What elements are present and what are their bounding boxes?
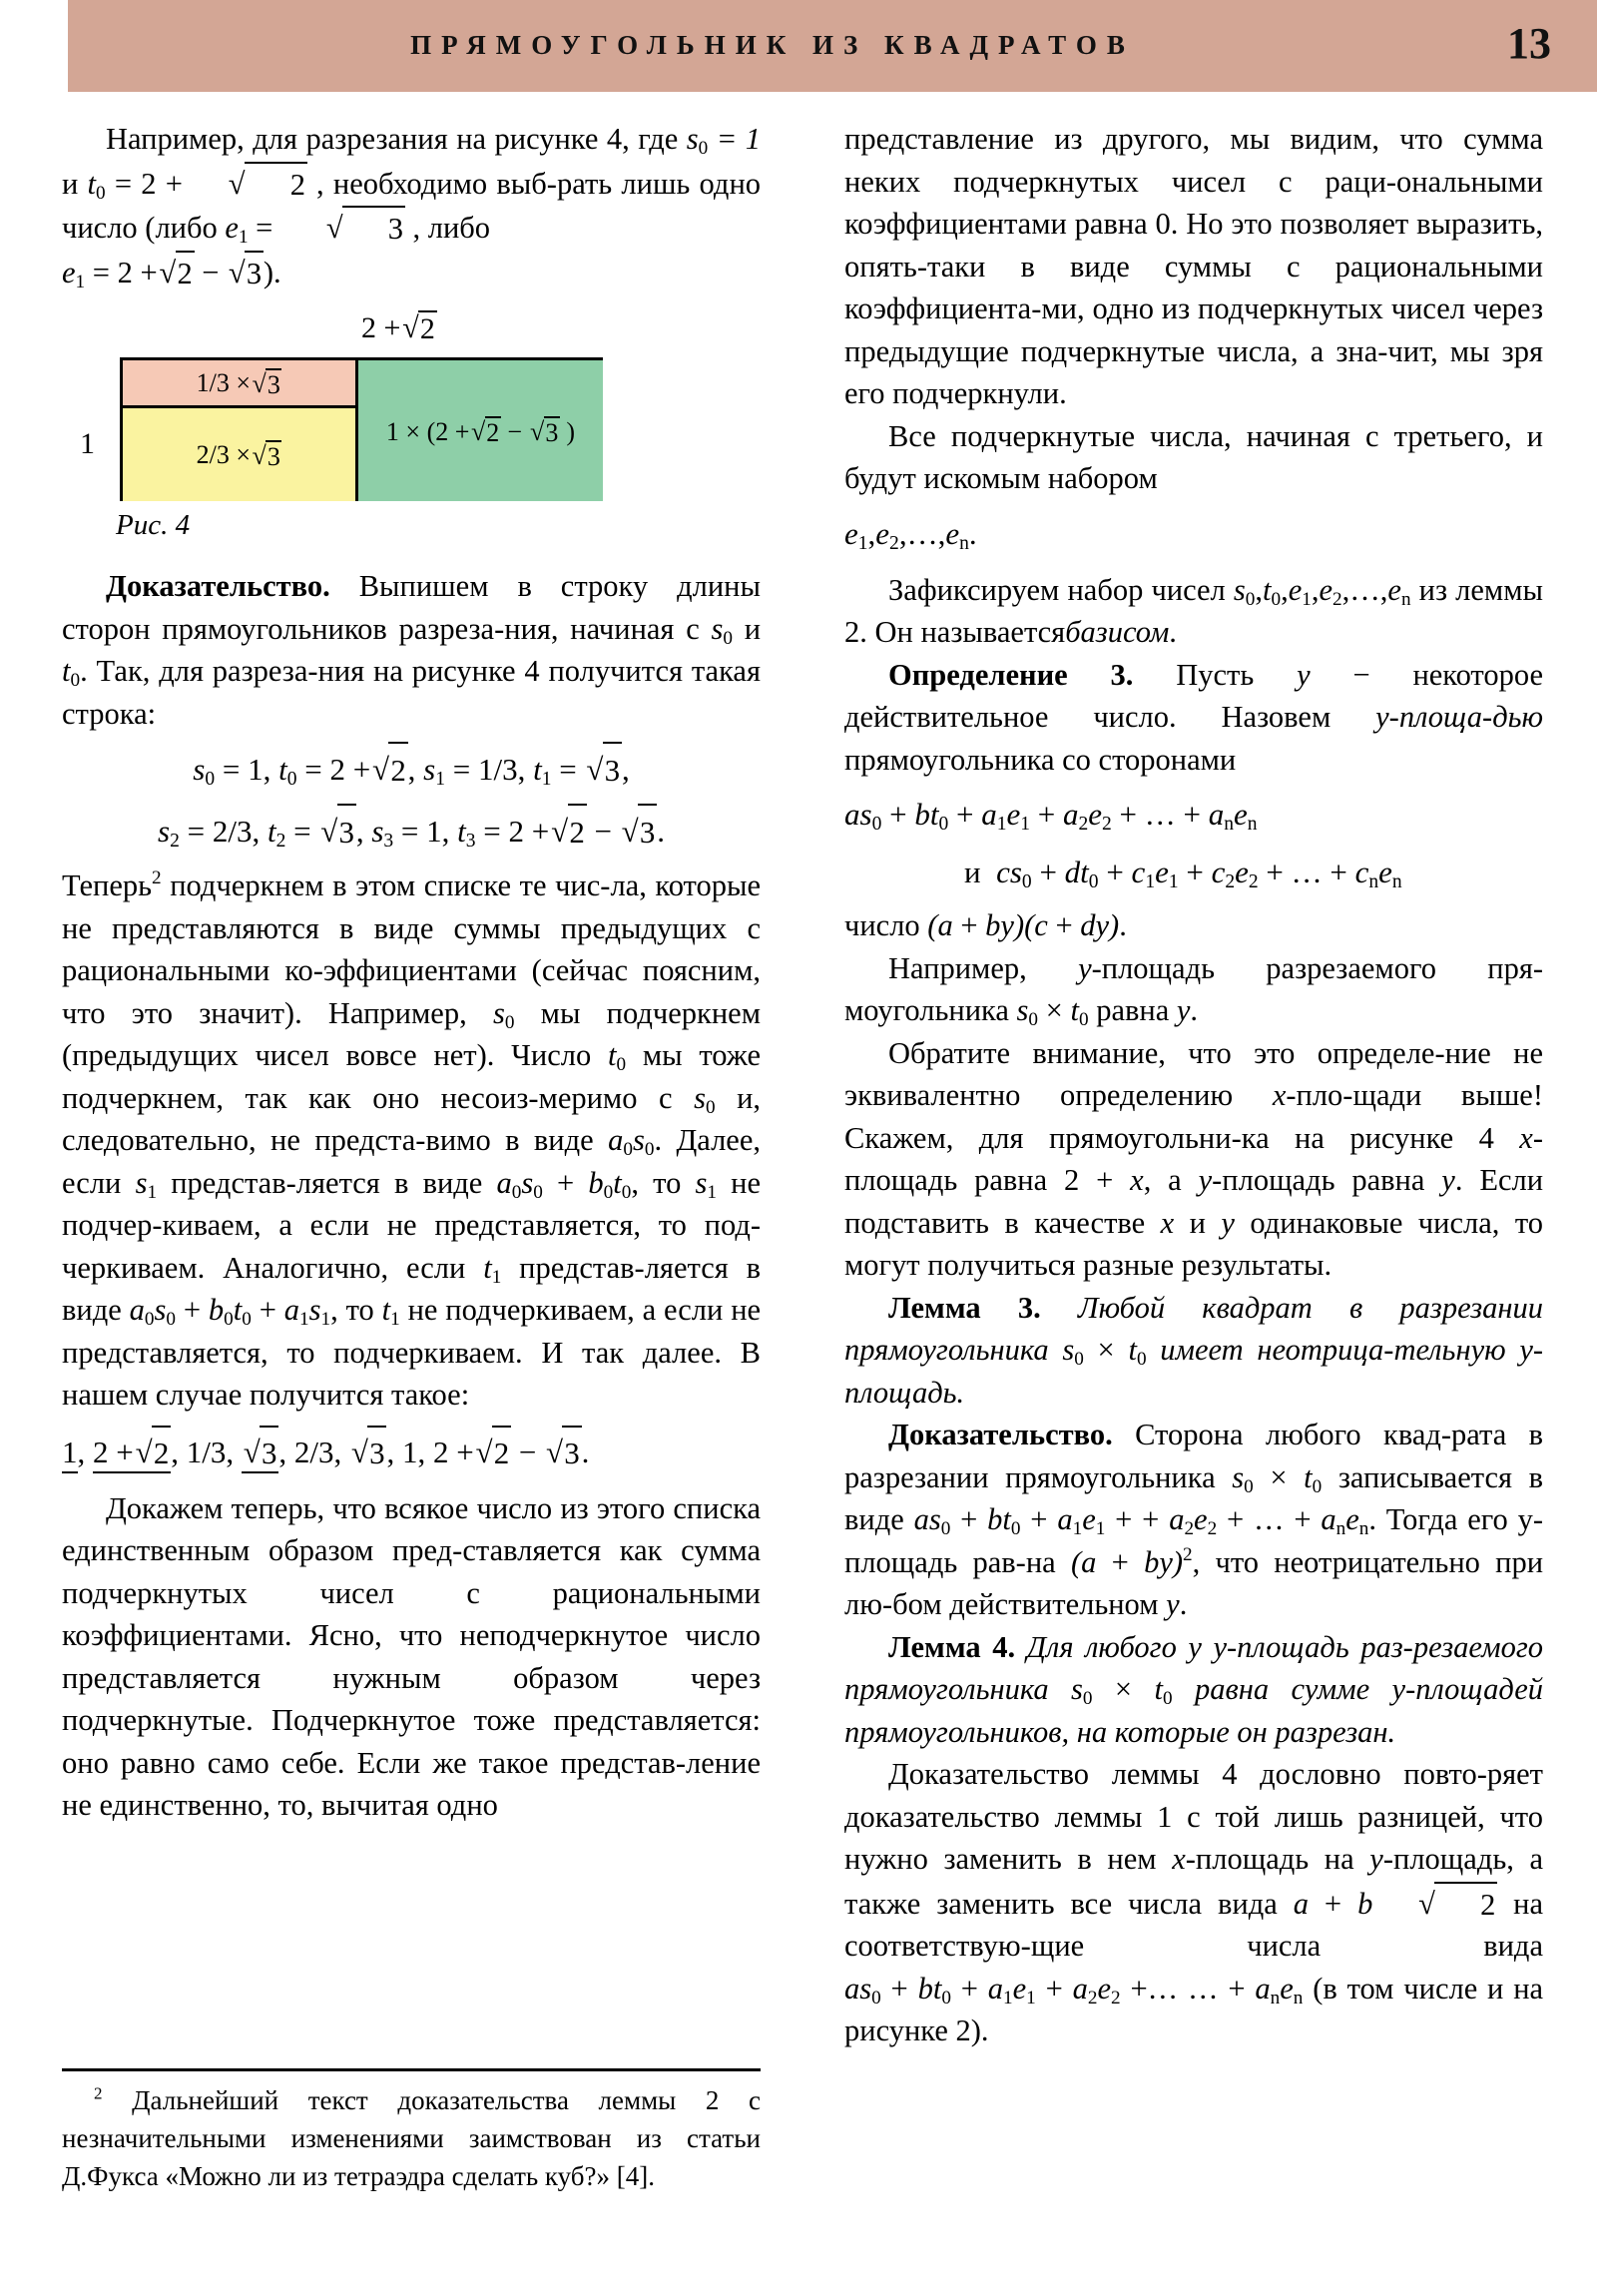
text-run: число [844,908,920,942]
math-s0-eq-1: $s_0 = 1$ [686,122,761,159]
figure-cell-pink [123,360,358,408]
math-as0-bt0-a1e1-a2e2: $as_0 + bt_0 + a_1e_1 + a_2e_2$ +… [844,1971,1179,2009]
math-t0: $t_0$ [608,1038,627,1075]
text-run: , а [1143,1163,1182,1197]
text-run: подчеркнем в этом списке те чис-ла, которые не представляются в виде суммы предыдущих с рациональными ко-эффициентами (сейчас поясним, что это значит). Например, [62,868,761,1030]
term-basis: базисом [1065,615,1170,649]
text-run: Сторона любого квад-рата в разрезании прямоугольника [844,1418,1544,1494]
math-t1: $t_1$ [483,1250,502,1288]
math-a0s0-b0t0-a1s1: $a_0s_0 + b_0t_0 + a_1s_1$ [129,1293,331,1330]
right-column [844,118,1543,2052]
text-run: не подчеркиваем, а если не представляется, то подчеркиваем. И так далее. В нашем случае получится такое: [62,1293,762,1412]
text-run: и [1189,1205,1206,1240]
paragraph-sum-zero: представление из другого, мы видим, что сумма неких подчеркнутых чисел с раци-ональными коэффициентами равна 0. Но это позволяет выразить, опять-таки в виде суммы с рациональными коэффициента-ми, одно из подчеркнутых чисел через предыдущие подчеркнутые числа, а зна-чит, мы зря его подчеркнули. [844,122,1543,410]
math-t0: $t_0$ [62,654,81,691]
text-run: ). [263,255,281,289]
display-formula-basis-e: $e_1,e_2,\dots,e_n$. [844,515,977,554]
paragraph-lemma-3 [844,1287,1543,1415]
text-run: -площадь равна [844,1120,1543,1197]
page-body [0,118,1597,2296]
text-run: одинаковые числа, то могут получиться разные результаты. [844,1205,1543,1282]
paragraph-lemma-4 [844,1626,1543,1754]
paragraph-note-not-equivalent [844,1032,1543,1287]
sqrt-glyph: √2 [402,311,435,345]
text-run: мы тоже подчеркнем, так как оно несоиз-меримо с [62,1038,762,1115]
text-run: Любой квадрат в разрезании прямоугольника [844,1290,1543,1367]
text-run: и [62,166,79,201]
math-s0-times-t0: $s_0 \times t_0$ [1071,1672,1173,1709]
text-run: 3 [266,369,280,399]
text-run: 2/3 × [196,439,251,469]
text-run: . Тогда его y-площадь рав-на [844,1502,1544,1579]
math-a0s0-plus-b0t0: $a_0s_0 + b_0t_0$ [496,1165,632,1203]
math-green-cell: 1 × (2 +√2 − √3 ) [385,416,576,447]
text-run: . [1179,1587,1188,1621]
math-a-plus-b-sqrt2: a + b √ 2 [1294,1887,1497,1921]
paragraph-underline-rule [62,864,761,1417]
text-run: Теперь [62,868,153,902]
math-y: y [1441,1163,1455,1197]
paragraph-definition-3 [844,654,1543,782]
paragraph-example-cont [62,250,761,294]
text-run: Выпишем в строку длины сторон прямоугольников разреза-ния, начиная с [62,569,761,646]
page-number: 13 [1507,19,1551,68]
text-run: представ-ляется в виде [171,1165,483,1200]
display-formula-string-row1: $s_0 = 1$, $t_0 = 2 +√2$, $s_1 = 1/3$, $t_1 = √3$, [62,741,761,797]
text-run: мы подчеркнем (предыдущих чисел вовсе нет). Число [62,995,761,1072]
text-run: Обратите внимание, что это определе-ние не эквивалентно определению [844,1035,1543,1112]
math-s0-times-t0: $s_0 \times t_0$ [1232,1459,1323,1497]
text-run: Дальнейший текст доказательства леммы 2 с незначительными изменениями заимствован из статьи Д.Фукса «Можно ли из тетраэдра сделать куб?» [4]. [62,2085,762,2191]
math-as0-bt0-a1e1: $as_0 + bt_0 + a_1e_1$ + [913,1502,1133,1539]
math-a-plus-by-squared: (a + by)$^2$ [1070,1543,1193,1579]
text-run: . Если подставить в качестве [844,1163,1544,1240]
text-run: Например, [888,950,1027,985]
running-head-band [68,0,1597,92]
math-s1: $s_1$ [695,1165,717,1203]
text-run: представ-ляется в виде [62,1250,762,1327]
figure-caption: Рис. 4 [116,509,191,541]
math-t0-eq-2-sqrt2: $t_0 = 2$ + √ 2 [88,167,307,201]
footnote-marker: 2 [94,2083,103,2103]
display-formula-side-2: и $cs_0 + dt_0 + c_1e_1 + c_2e_2$ + … + $c_ne_n$ [964,855,1402,893]
paragraph-uniqueness: Докажем теперь, что всякое число из этого списка единственным образом пред-ставляется как сумма подчеркнутых чисел с рациональными коэффициентами. Ясно, что неподчеркнутое число представляется нужным образом через подчеркнутые. Подчеркнутое тоже представляется: оно равно само себе. Если же такое представ-ление не единственно, то, вычитая одно [62,1490,761,1822]
text-run: из леммы 2. Он называется [844,572,1543,649]
paragraph-fix-basis [844,569,1543,654]
text-run: Зафиксируем набор чисел [888,572,1226,607]
math-s0: $s_0$ [492,995,515,1033]
math-e1-eq-sqrt3: $e_1$ = √ 3 [225,211,404,245]
math-x: x [1519,1120,1533,1155]
math-anen: … + $a_ne_n$ [1188,1971,1304,2009]
text-run: Например, для разрезания на рисунке 4, где [106,122,679,156]
math-y: y [1369,1842,1383,1876]
text-run: и, следовательно, не предста-вимо в виде [62,1080,762,1157]
sqrt-glyph: √3 [252,368,280,399]
paragraph-example-y-area [844,947,1543,1032]
text-run: (в том числе и на рисунке 2). [844,1971,1544,2047]
proof-label: Доказательство. [888,1418,1113,1451]
text-run: записывается в виде [844,1459,1544,1536]
math-t1: $t_1$ [381,1293,400,1330]
text-run: Пусть [1176,657,1255,692]
text-run: . [1119,908,1127,942]
math-a-by-c-dy: (a + by)(c + dy) [927,908,1120,942]
math-y: y [1297,657,1311,692]
math-y: y [1078,950,1092,985]
text-run: . Так, для разреза-ния на рисунке 4 получится такая строка: [62,654,761,731]
text-run: и [744,611,762,646]
math-a2e2-anen: + $a_2e_2$ + … + $a_ne_n$ [1142,1502,1369,1539]
display-formula-underlined-list: 1, 2 +√2, 1/3, √3, 2/3, √3, 1, 2 +√2 − √3. [62,1425,761,1478]
math-x: x [1160,1205,1175,1240]
math-y: y [1198,1163,1213,1197]
math-y: y [1166,1587,1180,1621]
math-y: y [1221,1205,1235,1240]
text-run: 2 + [361,311,401,344]
text-run: -площадь разрезаемого пря-моугольника [844,950,1543,1027]
sqrt-glyph: √3 [252,440,280,471]
text-run: , необходимо выб-рать лишь одно число (либо [62,166,762,245]
text-run: 1/3 × [196,367,251,397]
text-run: равна [1096,993,1170,1027]
display-formula-string-row2: $s_2 = 2/3$, $t_2 = √3$, $s_3 = 1$, $t_3 = 2 +√2 - √3$. [62,803,761,859]
text-run: , то [330,1293,374,1327]
math-e1-eq-2-sqrt2-minus-sqrt3: $e_1 = 2 +√2 - √3$ [62,256,264,289]
definition-label: Определение 3. [888,657,1134,692]
running-head-title: ПРЯМОУГОЛЬНИК ИЗ КВАДРАТОВ [410,30,1135,60]
paragraph-product-number [844,904,1543,947]
text-run: Доказательство леммы 4 дословно повто-ряет доказательство леммы 1 с той лишь разницей, что нужно заменить в нем [844,1757,1543,1876]
text-run: прямоугольника со сторонами [844,742,1237,777]
paragraph-proof-lemma-3 [844,1414,1543,1626]
text-run: , либо [412,211,491,245]
figure-left-dimension-label: 1 [80,427,95,460]
paragraph-proof-lemma-4 [844,1753,1543,2052]
figure-4 [62,309,761,559]
math-basis-tuple: $s_0,t_0,e_1,e_2,\dots,e_n$ [1233,572,1411,610]
text-run: Все подчеркнутые числа, начиная с третьего, и будут искомым набором [844,418,1543,495]
figure-cell-yellow [123,408,358,501]
math-x: x [1172,1842,1186,1876]
math-s0-times-t0: $s_0 \times t_0$ [1062,1333,1147,1370]
footnote-marker: 2 [152,867,162,889]
math-s0: $s_0$ [694,1080,716,1118]
text-run: 2 [419,312,435,345]
math-2-plus-x: 2 + x [1064,1163,1144,1197]
text-run: имеет неотрица-тельную y-площадь. [844,1333,1544,1410]
math-s1: $s_1$ [135,1165,158,1203]
text-run: . [1190,993,1199,1027]
text-run: -площадь на [1185,1842,1354,1876]
text-run: . [968,515,977,551]
lemma-4-label: Лемма 4. [888,1629,1016,1664]
text-run: -пло-щади выше! Скажем, для прямоугольни-ка на рисунке 4 [844,1078,1543,1155]
figure-rectangle [120,357,603,501]
figure-cell-green [358,360,603,501]
display-formula-side-1: $as_0 + bt_0 + a_1e_1 + a_2e_2$ + … + $a_ne_n$ [844,797,1258,836]
figure-top-dimension-label [361,309,437,345]
footnote-text [62,2081,761,2195]
text-run: 3 [266,441,280,471]
lemma-3-label: Лемма 3. [888,1290,1041,1325]
text-run: -площадь, а также заменить все числа вида [844,1842,1544,1921]
text-run: не подчер-киваем, а если не представляется, то под-черкиваем. Аналогично, если [62,1165,762,1285]
text-run: Для любого y y-площадь раз-резаемого прямоугольника [844,1629,1543,1706]
math-s0: $s_0$ [711,611,733,649]
footnote-block [62,2068,761,2195]
term-y-area: y-площа-дью [1375,700,1544,734]
paragraph-all-underlined [844,415,1543,500]
math-s0-times-t0: $s_0 \times t_0$ [1016,993,1089,1030]
text-run: -площадь равна [1212,1163,1425,1197]
proof-label: Доказательство. [106,569,330,603]
math-x: x [1272,1078,1287,1112]
paragraph-example-intro [62,118,761,250]
left-column [62,118,761,1827]
text-run: , что неотрицательно при лю-бом действительном [844,1544,1544,1621]
text-run: , то [631,1165,682,1200]
footnote-rule [62,2068,761,2071]
text-run: . [1169,615,1177,649]
text-run: − некоторое действительное число. Назовем [844,657,1544,734]
math-a0s0: $a_0s_0$ [608,1123,655,1160]
text-run: на соответствую-щие числа вида [844,1886,1544,1963]
paragraph-proof-lemma2 [62,565,761,735]
text-run: равна сумме y-площадей прямоугольников, на которые он разрезан. [844,1672,1544,1749]
text-run: . Далее, если [62,1123,762,1200]
math-y: y [1176,993,1191,1027]
